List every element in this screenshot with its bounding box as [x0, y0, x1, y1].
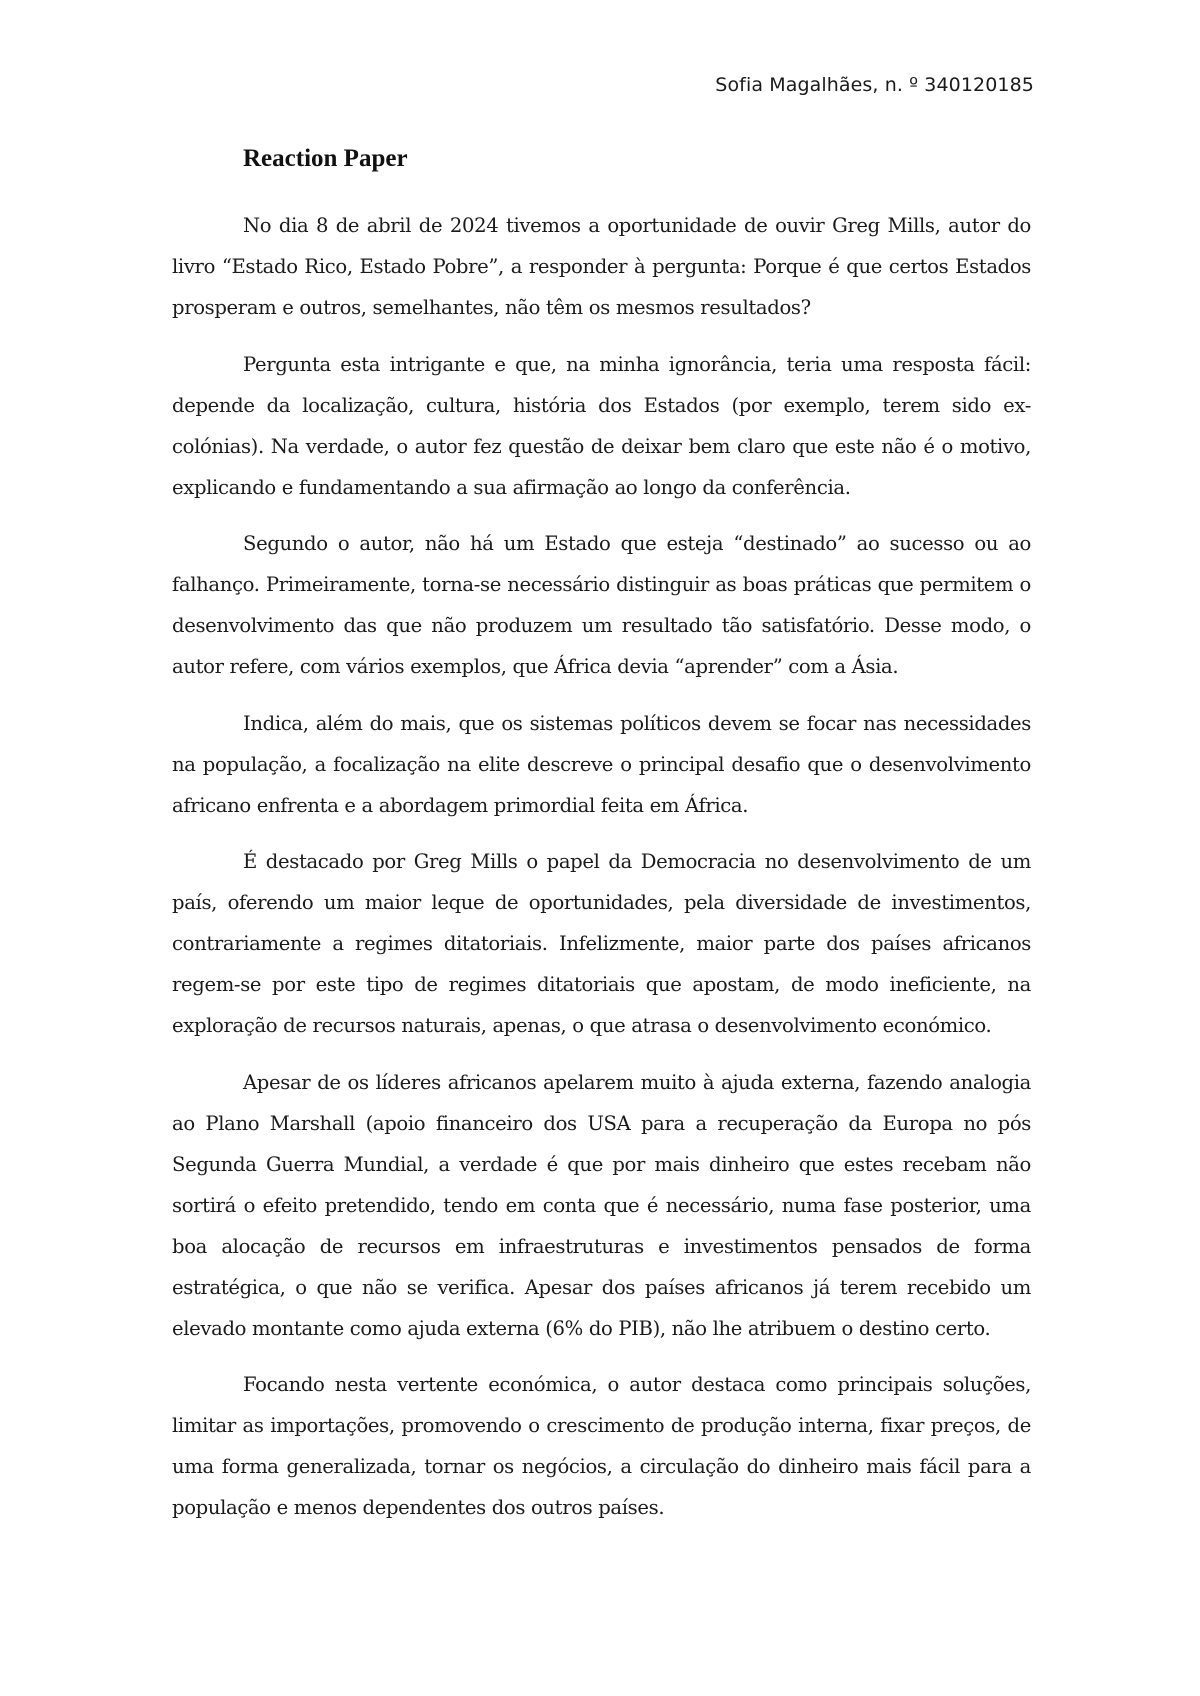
paragraph-1: No dia 8 de abril de 2024 tivemos a oportunidade de ouvir Greg Mills, autor do livro “Estado Rico, Estado Pobre”, a responder à pergunta: Porque é que certos Estados prosperam e outros, semelhantes, não têm os mesmos resultados? — [172, 214, 1031, 319]
author-header: Sofia Magalhães, n. º 340120185 — [715, 74, 1034, 96]
paragraph-7: Focando nesta vertente económica, o autor destaca como principais soluções, limitar as importações, promovendo o crescimento de produção interna, fixar preços, de uma forma generalizada, tornar os negócios, a circulação do dinheiro mais fácil para a população e menos dependentes dos outros países. — [172, 1373, 1031, 1519]
document-body — [172, 205, 1031, 1544]
paragraph-4: Indica, além do mais, que os sistemas políticos devem se focar nas necessidades na população, a focalização na elite descreve o principal desafio que o desenvolvimento africano enfrenta e a abordagem primordial feita em África. — [172, 711, 1031, 817]
paragraph-3: Segundo o autor, não há um Estado que esteja “destinado” ao sucesso ou ao falhanço. Primeiramente, torna-se necessário distinguir as boas práticas que permitem o desenvolvimento das que não produzem um resultado tão satisfatório. Desse modo, o autor refere, com vários exemplos, que África devia “aprender” com a Ásia. — [172, 532, 1031, 678]
paragraph-6: Apesar de os líderes africanos apelarem muito à ajuda externa, fazendo analogia ao Plano Marshall (apoio financeiro dos USA para a recuperação da Europa no pós Segunda Guerra Mundial, a verdade é que por mais dinheiro que estes recebam não sortirá o efeito pretendido, tendo em conta que é necessário, numa fase posterior, uma boa alocação de recursos em infraestruturas e investimentos pensados de forma estratégica, o que não se verifica. Apesar dos países africanos já terem recebido um elevado montante como ajuda externa (6% do PIB), não lhe atribuem o destino certo. — [172, 1070, 1031, 1340]
document-title: Reaction Paper — [243, 145, 408, 172]
paragraph-2: Pergunta esta intrigante e que, na minha ignorância, teria uma resposta fácil: depende da localização, cultura, história dos Estados (por exemplo, terem sido ex-colónias). Na verdade, o autor fez questão de deixar bem claro que este não é o motivo, explicando e fundamentando a sua afirmação ao longo da conferência. — [172, 352, 1031, 499]
paragraph-5: É destacado por Greg Mills o papel da Democracia no desenvolvimento de um país, oferendo um maior leque de oportunidades, pela diversidade de investimentos, contrariamente a regimes ditatoriais. Infelizmente, maior parte dos países africanos regem-se por este tipo de regimes ditatoriais que apostam, de modo ineficiente, na exploração de recursos naturais, apenas, o que atrasa o desenvolvimento económico. — [172, 850, 1031, 1037]
